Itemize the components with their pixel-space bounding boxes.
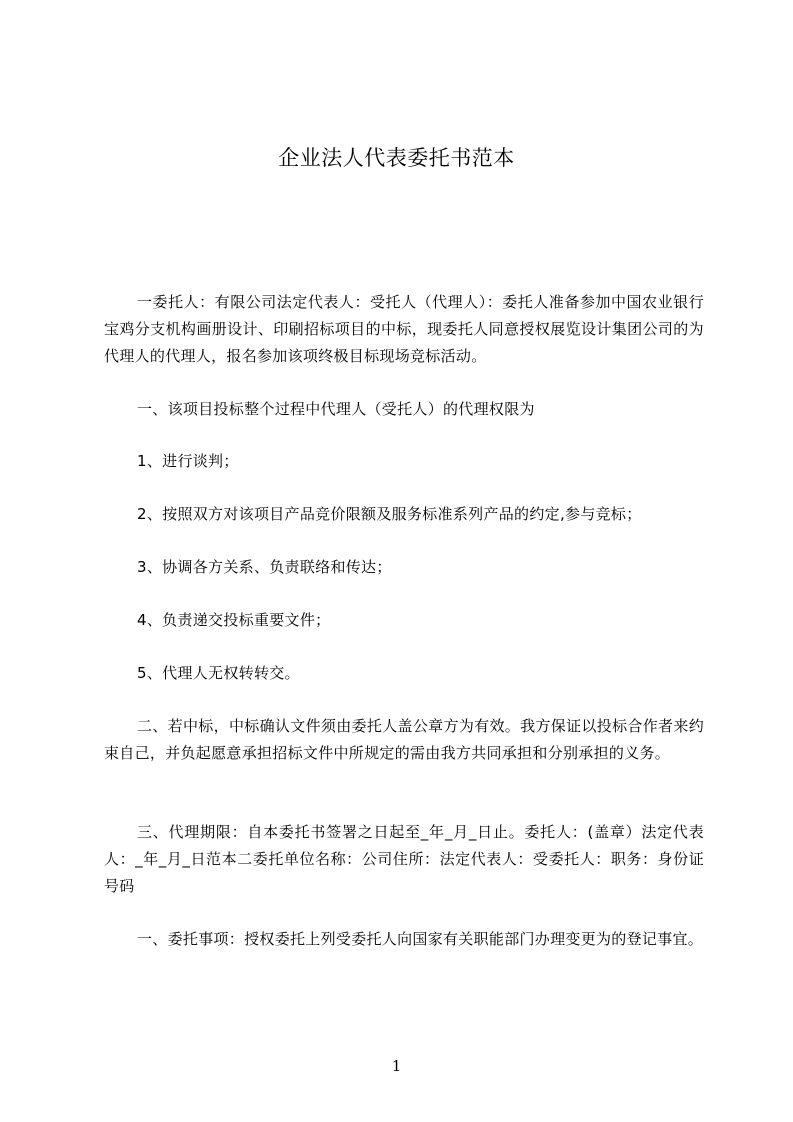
paragraph-item-5: 5、代理人无权转转交。 [137, 664, 300, 682]
paragraph-item-1: 1、进行谈判； [137, 452, 239, 470]
paragraph-principal-info: 一委托人：有限公司法定代表人：受托人（代理人）：委托人准备参加中国农业银行宝鸡分支机构画册设计、印刷招标项目的中标，现委托人同意授权展览设计集团公司的为代理人的代理人，报名参加该项终极目标现场竞标活动。 [104, 293, 704, 365]
paragraph-entrusted-matters: 一、委托事项：授权委托上列受委托人向国家有关职能部门办理变更为的登记事宜。 [137, 930, 704, 948]
document-title: 企业法人代表委托书范本 [278, 146, 515, 170]
paragraph-section-2: 二、若中标，中标确认文件须由委托人盖公章方为有效。我方保证以投标合作者来约束自己，并负起愿意承担招标文件中所规定的需由我方共同承担和分别承担的义务。 [104, 717, 704, 762]
paragraph-section-1-heading: 一、该项目投标整个过程中代理人（受托人）的代理权限为 [137, 400, 535, 418]
paragraph-section-3: 三、代理期限：自本委托书签署之日起至_年_月_日止。委托人：(盖章）法定代表人：_年_月_日范本二委托单位名称：公司住所：法定代表人：受委托人：职务：身份证号码 [104, 823, 704, 895]
paragraph-item-2: 2、按照双方对该项目产品竞价限额及服务标准系列产品的约定,参与竞标； [137, 505, 642, 523]
paragraph-item-3: 3、协调各方关系、负责联络和传达； [137, 558, 392, 576]
page-number: 1 [391, 1057, 402, 1075]
paragraph-item-4: 4、负责递交投标重要文件； [137, 611, 331, 629]
